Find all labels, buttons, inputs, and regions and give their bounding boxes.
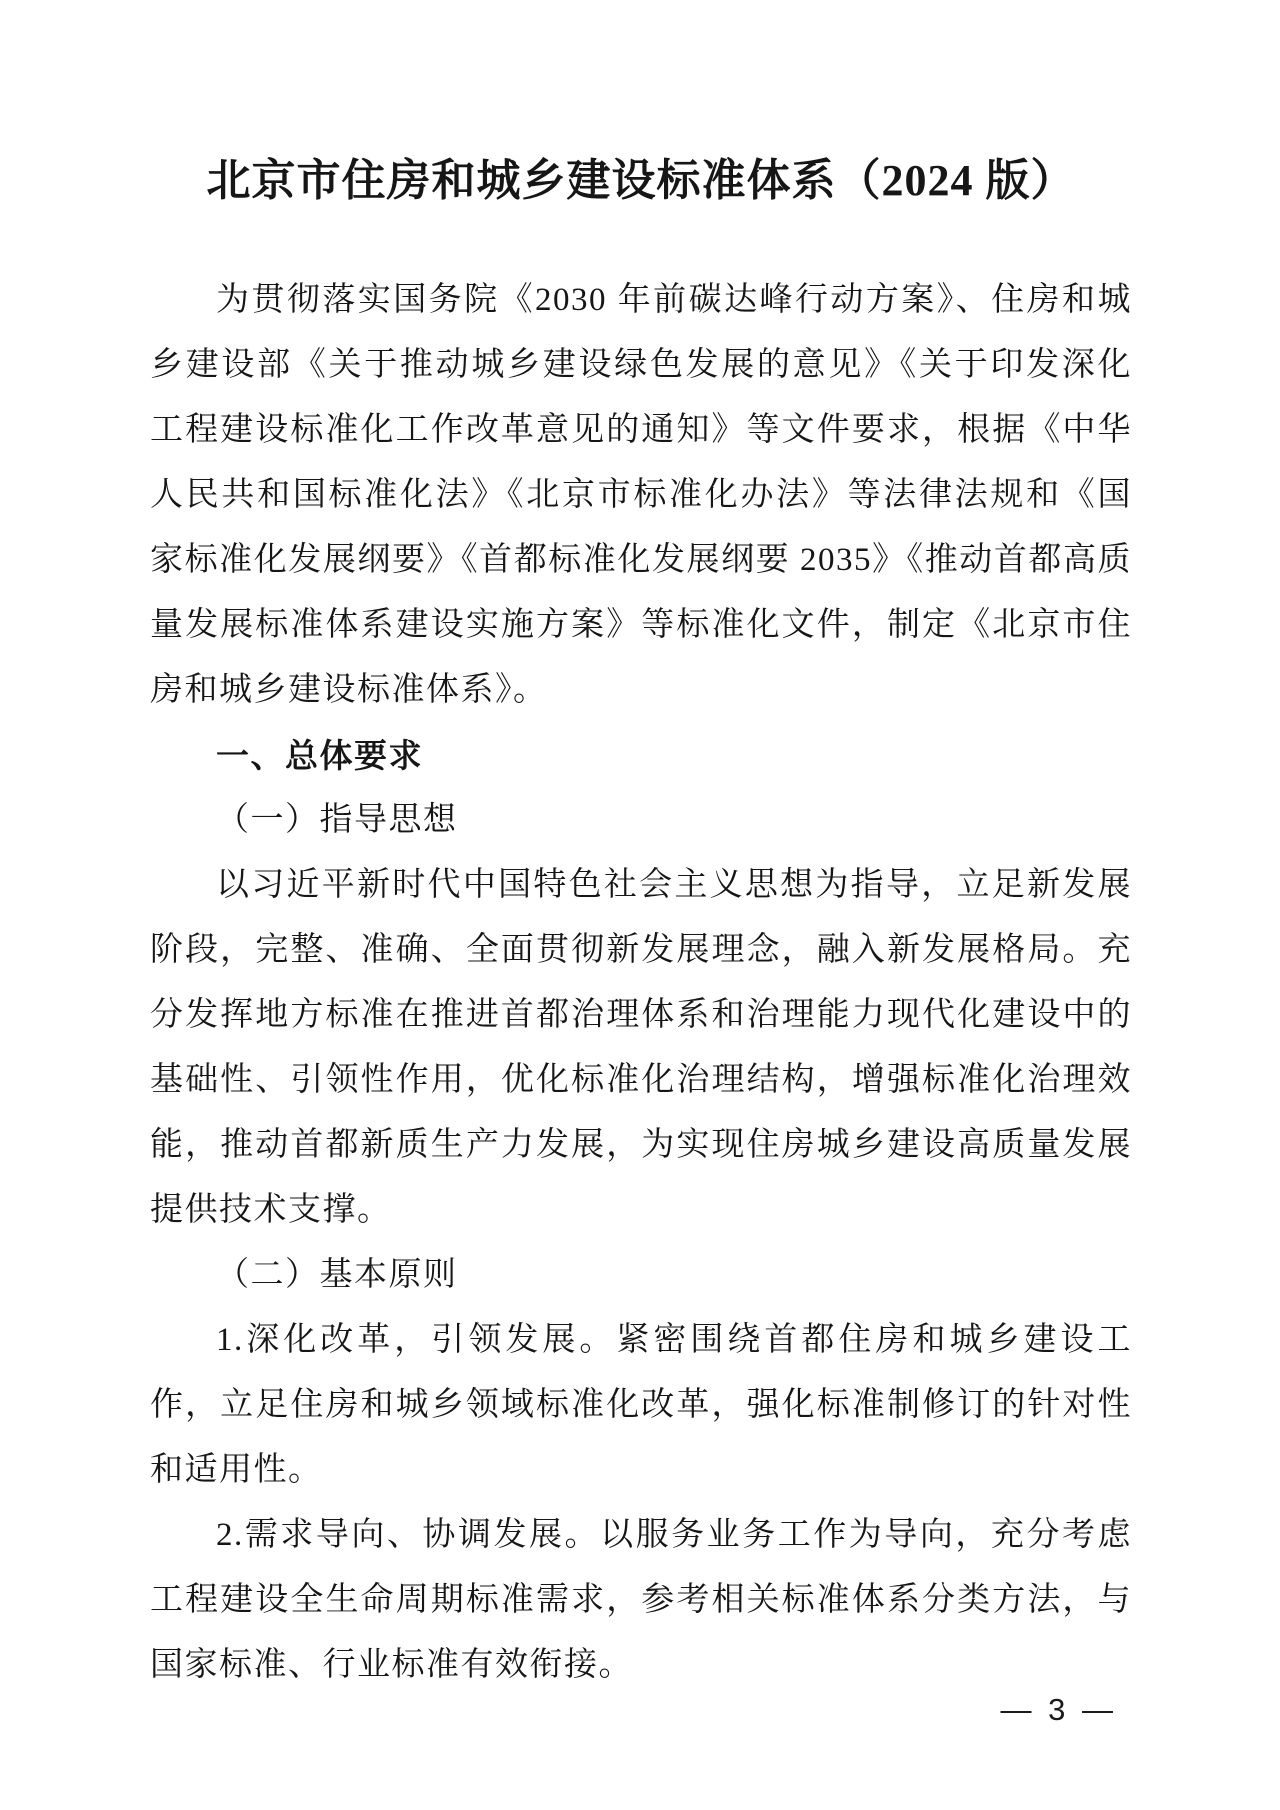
page-number: — 3 — <box>1000 1692 1117 1727</box>
principle-2-paragraph: 2.需求导向、协调发展。以服务业务工作为导向，充分考虑工程建设全生命周期标准需求，参考相关标准体系分类方法，与国家标准、行业标准有效衔接。 <box>150 1517 1132 1683</box>
subsection-1-2-heading: （二）基本原则 <box>216 1257 458 1293</box>
intro-paragraph: 为贯彻落实国务院《2030 年前碳达峰行动方案》、住房和城乡建设部《关于推动城乡建设绿色发展的意见》《关于印发深化工程建设标准化工作改革意见的通知》等文件要求，根据《中华人民共和国标准化法》《北京市标准化办法》等法律法规和《国家标准化发展纲要》《首都标准化发展纲要 2035》《推动首都高质量发展标准体系建设实施方案》等标准化文件，制定《北京市住房和城乡建设标准体系》。 <box>150 282 1132 708</box>
guiding-ideology-paragraph: 以习近平新时代中国特色社会主义思想为指导，立足新发展阶段，完整、准确、全面贯彻新发展理念，融入新发展格局。充分发挥地方标准在推进首都治理体系和治理能力现代化建设中的基础性、引领性作用，优化标准化治理结构，增强标准化治理效能，推动首都新质生产力发展，为实现住房城乡建设高质量发展提供技术支撑。 <box>150 867 1132 1228</box>
section-1-heading: 一、总体要求 <box>216 737 423 774</box>
document-title: 北京市住房和城乡建设标准体系（2024 版） <box>206 156 1076 205</box>
principle-1-paragraph: 1.深化改革，引领发展。紧密围绕首都住房和城乡建设工作，立足住房和城乡领域标准化改革，强化标准制修订的针对性和适用性。 <box>150 1322 1132 1488</box>
document-body <box>150 268 1132 1698</box>
subsection-1-1-heading: （一）指导思想 <box>216 802 458 838</box>
